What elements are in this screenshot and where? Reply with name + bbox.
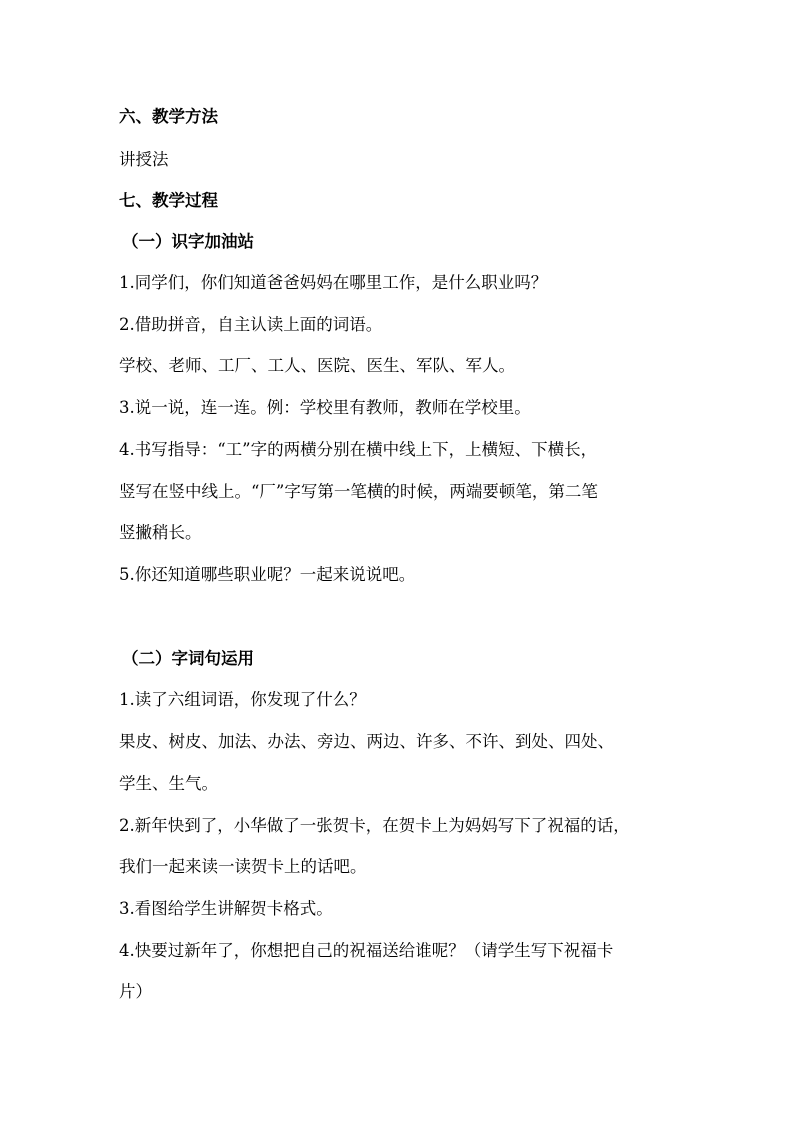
teaching-method-text: 讲授法 <box>119 150 169 169</box>
paragraph-line: 4.书写指导：“工”字的两横分别在横中线上下，上横短、下横长， <box>119 440 598 459</box>
paragraph-line: 学校、老师、工厂、工人、医院、医生、军队、军人。 <box>119 356 515 375</box>
paragraph-line: 竖写在竖中线上。“厂”字写第一笔横的时候，两端要顿笔，第二笔 <box>119 482 598 501</box>
paragraph-line: 果皮、树皮、加法、办法、旁边、两边、许多、不许、到处、四处、 <box>119 732 614 751</box>
paragraph-line: 片） <box>119 982 152 1001</box>
paragraph-line: 2.借助拼音，自主认读上面的词语。 <box>119 315 383 334</box>
paragraph-line: 我们一起来读一读贺卡上的话吧。 <box>119 857 367 876</box>
paragraph-line: 3.说一说，连一连。例：学校里有教师，教师在学校里。 <box>119 398 531 417</box>
subsection-heading-literacy: （一）识字加油站 <box>122 232 254 251</box>
paragraph-line: 学生、生气。 <box>119 774 218 793</box>
paragraph-line: 5.你还知道哪些职业呢？一起来说说吧。 <box>119 565 416 584</box>
subsection-heading-word-usage: （二）字词句运用 <box>122 649 254 668</box>
paragraph-line: 1.同学们，你们知道爸爸妈妈在哪里工作，是什么职业吗？ <box>119 273 548 292</box>
paragraph-line: 1.读了六组词语，你发现了什么？ <box>119 690 366 709</box>
paragraph-line: 4.快要过新年了，你想把自己的祝福送给谁呢？（请学生写下祝福卡 <box>119 941 614 960</box>
paragraph-line: 2.新年快到了，小华做了一张贺卡，在贺卡上为妈妈写下了祝福的话， <box>119 816 630 835</box>
paragraph-line: 3.看图给学生讲解贺卡格式。 <box>119 899 333 918</box>
section-heading-teaching-process: 七、教学过程 <box>119 191 218 210</box>
paragraph-line: 竖撇稍长。 <box>119 523 202 542</box>
section-heading-teaching-method: 六、教学方法 <box>119 107 218 126</box>
